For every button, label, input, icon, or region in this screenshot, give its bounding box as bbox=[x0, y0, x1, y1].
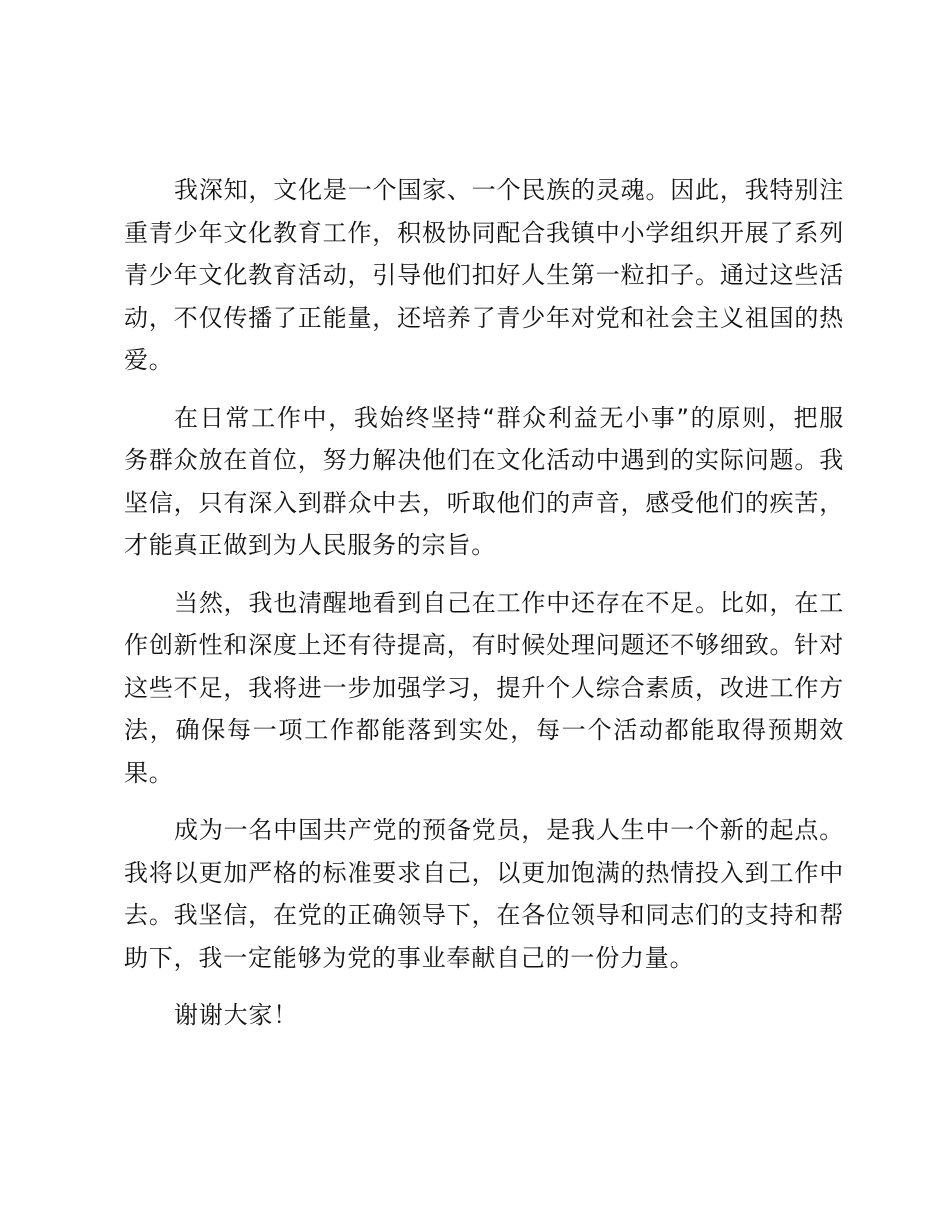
paragraph-cultural-education: 我深知，文化是一个国家、一个民族的灵魂。因此，我特别注重青少年文化教育工作，积极协同配合我镇中小学组织开展了系列青少年文化教育活动，引导他们扣好人生第一粒扣子。通过这些活动，不仅传播了正能量，还培养了青少年对党和社会主义祖国的热爱。 bbox=[124, 176, 844, 374]
paragraph-serving-masses: 在日常工作中，我始终坚持“群众利益无小事”的原则，把服务群众放在首位，努力解决他们在文化活动中遇到的实际问题。我坚信，只有深入到群众中去，听取他们的声音，感受他们的疾苦，才能真正做到为人民服务的宗旨。 bbox=[124, 403, 844, 559]
document-body bbox=[124, 169, 844, 1052]
paragraph-closing-thanks: 谢谢大家！ bbox=[174, 1001, 298, 1029]
paragraph-probationary-member: 成为一名中国共产党的预备党员，是我人生中一个新的起点。我将以更加严格的标准要求自己，以更加饱满的热情投入到工作中去。我坚信，在党的正确领导下，在各位领导和同志们的支持和帮助下，我一定能够为党的事业奉献自己的一份力量。 bbox=[124, 816, 844, 972]
paragraph-shortcomings: 当然，我也清醒地看到自己在工作中还存在不足。比如，在工作创新性和深度上还有待提高，有时候处理问题还不够细致。针对这些不足，我将进一步加强学习，提升个人综合素质，改进工作方法，确保每一项工作都能落到实处，每一个活动都能取得预期效果。 bbox=[124, 588, 844, 787]
